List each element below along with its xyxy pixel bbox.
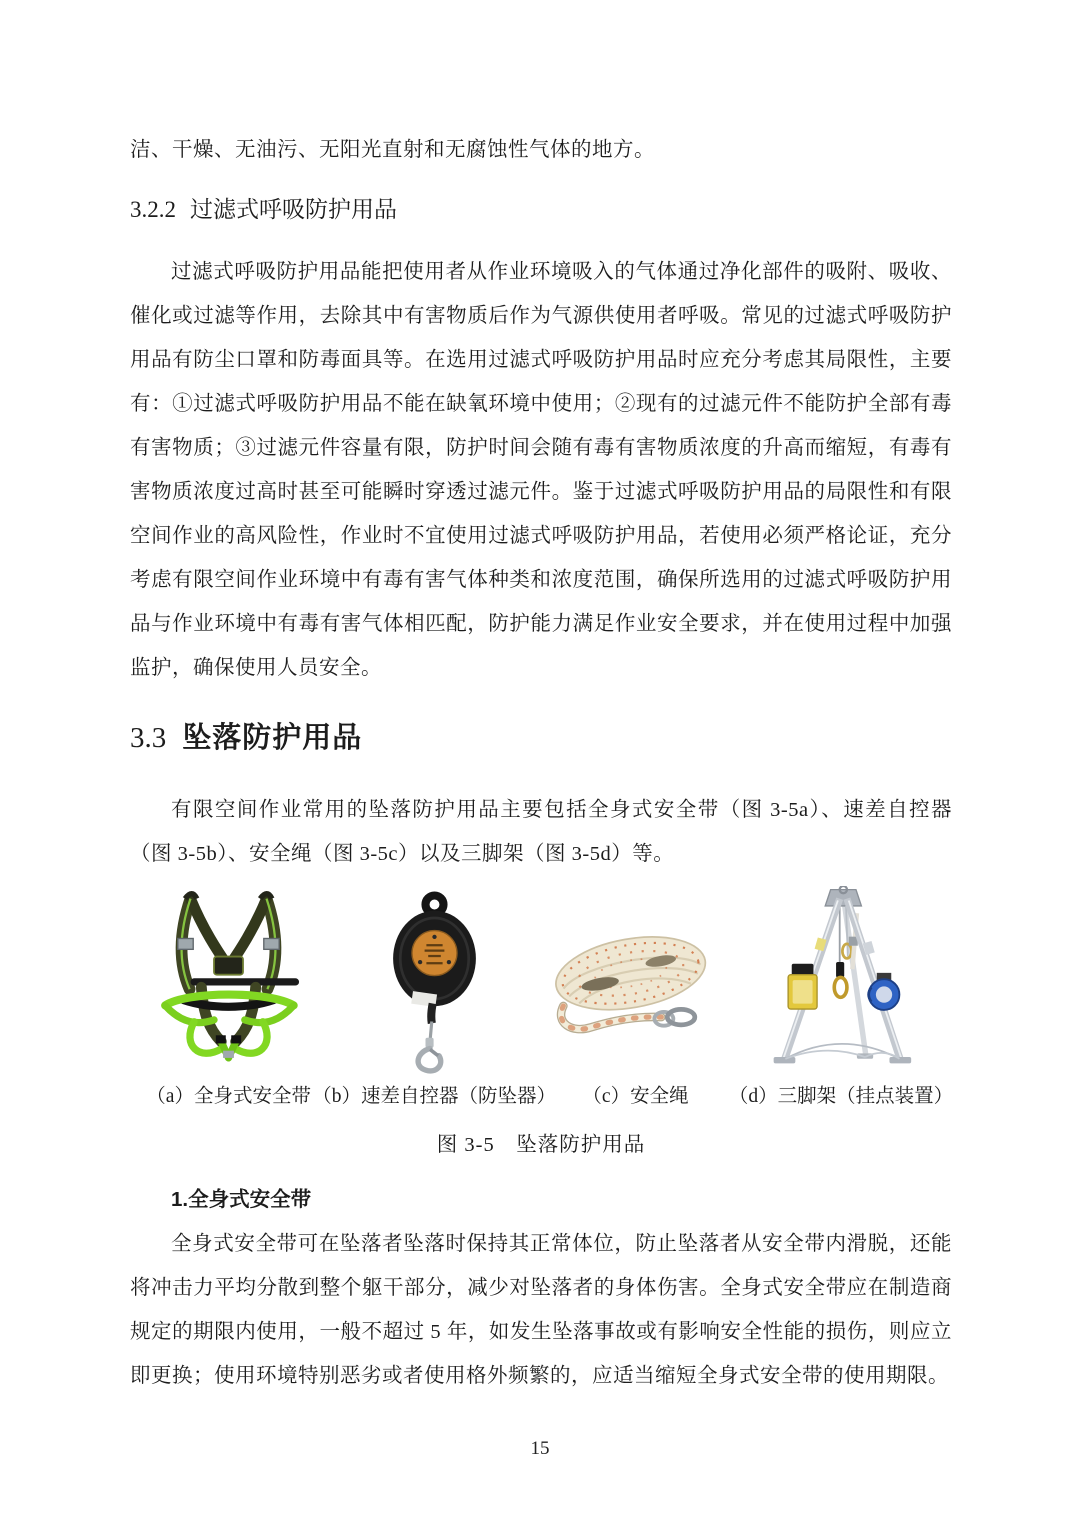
- subheading-full-body-harness: 1.全身式安全带: [171, 1188, 312, 1211]
- paragraph-continuation: 洁、干燥、无油污、无阳光直射和无腐蚀性气体的地方。: [130, 139, 655, 161]
- section-number: 3.3: [130, 722, 167, 754]
- page-number: 15: [530, 1438, 550, 1459]
- paragraph-filter-respirators: 过滤式呼吸防护用品能把使用者从作业环境吸入的气体通过净化部件的吸附、吸收、催化或过滤等作用，去除其中有害物质后作为气源供使用者呼吸。常见的过滤式呼吸防护用品有防尘口罩和防毒面具等。在选用过滤式呼吸防护用品时应充分考虑其局限性，主要有：①过滤式呼吸防护用品不能在缺氧环境中使用；②现有的过滤元件不能防护全部有毒有害物质；③过滤元件容量有限，防护时间会随有毒有害物质浓度的升高而缩短，有毒有害物质浓度过高时甚至可能瞬时穿透过滤元件。鉴于过滤式呼吸防护用品的局限性和有限空间作业的高风险性，作业时不宜使用过滤式呼吸防护用品，若使用必须严格论证，充分考虑有限空间作业环境中有毒有害气体种类和浓度范围，确保所选用的过滤式呼吸防护用品与作业环境中有毒有害气体相匹配，防护能力满足作业安全要求，并在使用过程中加强监护，确保使用人员安全。: [130, 261, 952, 679]
- section-title: 过滤式呼吸防护用品: [190, 197, 397, 222]
- section-title: 坠落防护用品: [182, 722, 363, 754]
- figure-3-5-caption: 图 3-5 坠落防护用品: [436, 1134, 646, 1156]
- safety-rope-illustration: [541, 906, 730, 1056]
- figure-item-safety-rope: [541, 886, 730, 1110]
- harness-illustration: [136, 886, 321, 1076]
- tripod-illustration: [754, 886, 929, 1076]
- section-heading-33: [130, 714, 952, 762]
- figure-caption-b: （b）速差自控器（防坠器）: [312, 1086, 557, 1107]
- figure-caption-c: （c）安全绳: [582, 1086, 689, 1107]
- safety-rope-photo: [541, 886, 730, 1076]
- full-body-harness-photo: [130, 886, 327, 1076]
- figure-item-harness: [130, 886, 327, 1110]
- section-heading-322: [130, 190, 952, 230]
- tripod-photo: [730, 886, 952, 1076]
- section-number: 3.2.2: [130, 197, 176, 222]
- figure-3-5: [130, 886, 952, 1110]
- fall-arrester-illustration: [367, 886, 502, 1076]
- figure-caption-d: （d）三脚架（挂点装置）: [728, 1086, 954, 1107]
- figure-item-tripod: [730, 886, 952, 1110]
- fall-arrester-photo: [327, 886, 541, 1076]
- paragraph-fall-protection-intro: 有限空间作业常用的坠落防护用品主要包括全身式安全带（图 3-5a）、速差自控器（图 3-5b）、安全绳（图 3-5c）以及三脚架（图 3-5d）等。: [130, 799, 952, 865]
- figure-caption-a: （a）全身式安全带: [146, 1086, 311, 1107]
- figure-item-fall-arrester: [312, 886, 557, 1110]
- paragraph-harness-detail: 全身式安全带可在坠落者坠落时保持其正常体位，防止坠落者从安全带内滑脱，还能将冲击力平均分散到整个躯干部分，减少对坠落者的身体伤害。全身式安全带应在制造商规定的期限内使用，一般不超过 5 年，如发生坠落事故或有影响安全性能的损伤，则应立即更换；使用环境特别恶劣或者使用格外频繁的，应适当缩短全身式安全带的使用期限。: [130, 1233, 952, 1387]
